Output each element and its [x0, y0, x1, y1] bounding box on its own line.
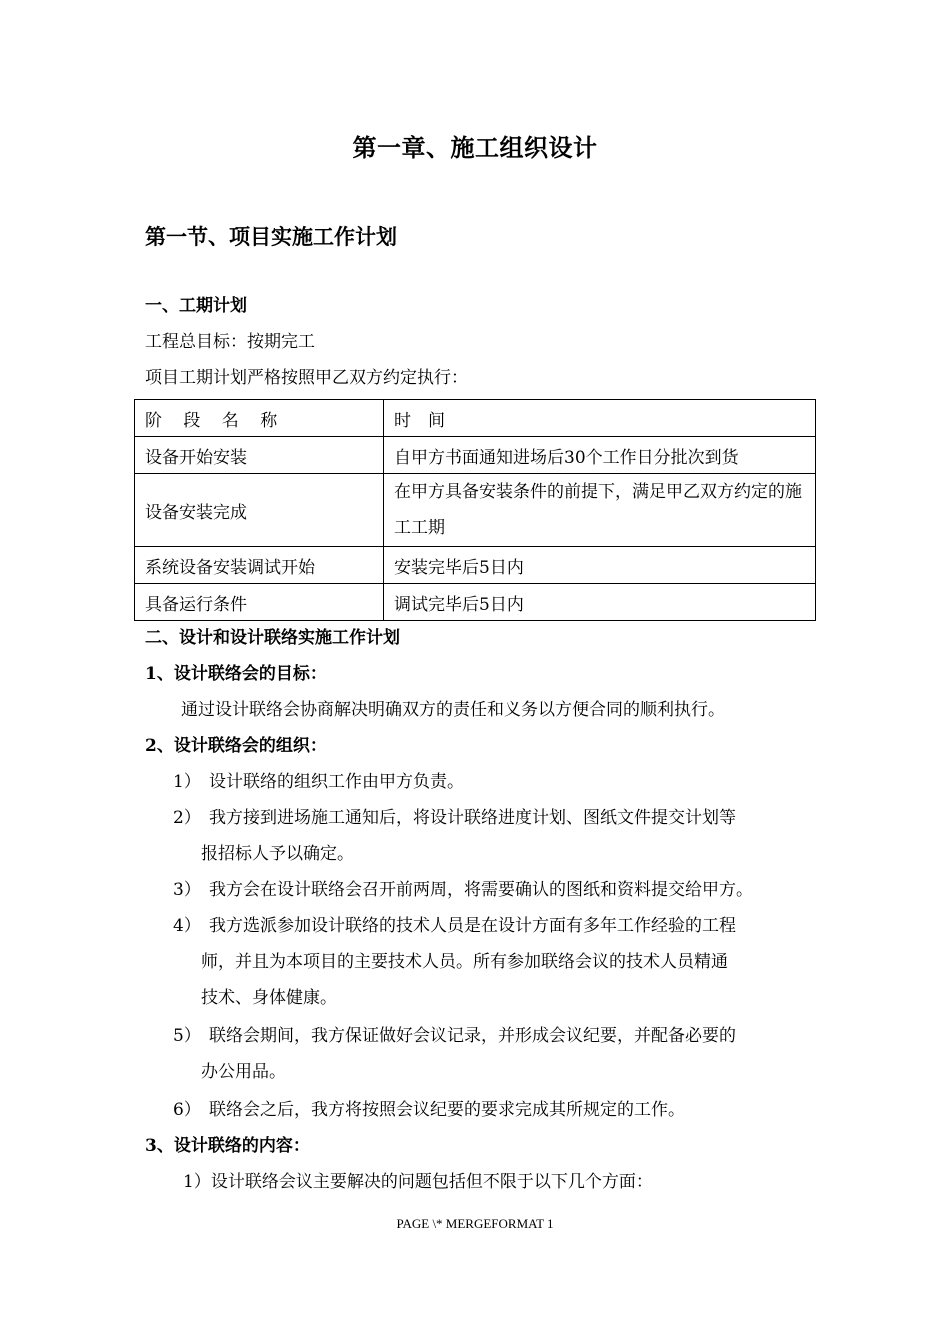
list-item: 1） 设计联络的组织工作由甲方负责。 [173, 772, 464, 792]
sub2-heading: 2、设计联络会的组织： [145, 736, 327, 756]
sub3-item: 1）设计联络会议主要解决的问题包括但不限于以下几个方面： [183, 1172, 653, 1192]
table-cell: 设备安装完成 [135, 474, 384, 547]
table-header-cell: 阶 段 名 称 [135, 400, 384, 437]
chapter-title: 第一章、施工组织设计 [352, 133, 598, 162]
list-item: 4） 我方选派参加设计联络的技术人员是在设计方面有多年工作经验的工程 师，并且为本项目的主要技术人员。所有参加联络会议的技术人员精通 技术、身体健康。 [173, 916, 736, 1008]
project-goal: 工程总目标：按期完工 [145, 332, 315, 352]
table-cell: 系统设备安装调试开始 [135, 547, 384, 584]
table-header-cell: 时 间 [384, 400, 816, 437]
sub3-heading: 3、设计联络的内容： [145, 1136, 310, 1156]
table-cell: 自甲方书面通知进场后30个工作日分批次到货 [384, 437, 816, 474]
table-cell: 设备开始安装 [135, 437, 384, 474]
list-item: 5） 联络会期间，我方保证做好会议记录，并形成会议纪要，并配备必要的 办公用品。 [173, 1026, 736, 1082]
table-row [135, 437, 816, 474]
schedule-table [134, 399, 816, 621]
section-title: 第一节、项目实施工作计划 [145, 224, 397, 249]
table-header-row [135, 400, 816, 437]
list-item: 3） 我方会在设计联络会召开前两周，将需要确认的图纸和资料提交给甲方。 [173, 880, 753, 900]
list-item: 6） 联络会之后，我方将按照会议纪要的要求完成其所规定的工作。 [173, 1100, 685, 1120]
table-row [135, 584, 816, 621]
part1-heading: 一、工期计划 [145, 296, 247, 316]
table-cell: 安装完毕后5日内 [384, 547, 816, 584]
table-cell: 具备运行条件 [135, 584, 384, 621]
part2-heading: 二、设计和设计联络实施工作计划 [145, 628, 400, 648]
schedule-intro: 项目工期计划严格按照甲乙双方约定执行： [145, 368, 468, 388]
table-row [135, 474, 816, 547]
table-cell: 调试完毕后5日内 [384, 584, 816, 621]
sub1-text: 通过设计联络会协商解决明确双方的责任和义务以方便合同的顺利执行。 [181, 700, 725, 720]
sub1-heading: 1、设计联络会的目标： [145, 664, 327, 684]
table-row [135, 547, 816, 584]
page-footer: PAGE \* MERGEFORMAT 1 [396, 1216, 554, 1231]
list-item: 2） 我方接到进场施工通知后，将设计联络进度计划、图纸文件提交计划等 报招标人予以确定。 [173, 808, 736, 864]
table-cell: 在甲方具备安装条件的前提下，满足甲乙双方约定的施工工期 [384, 474, 816, 547]
